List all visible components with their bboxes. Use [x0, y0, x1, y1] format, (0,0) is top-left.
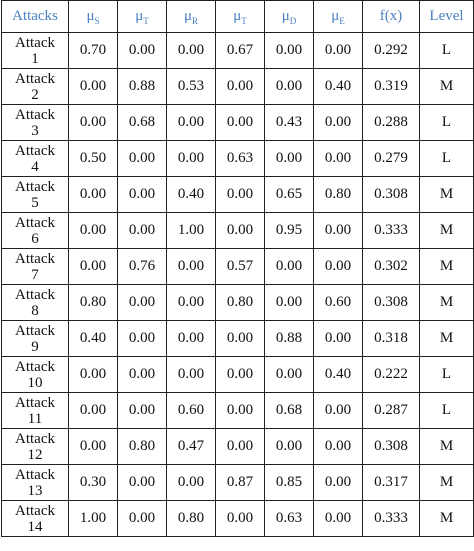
fx-cell: 0.317 [363, 465, 420, 501]
table-row [2, 321, 474, 357]
attack-word: Attack [15, 430, 55, 447]
mu-d-cell: 0.95 [265, 213, 314, 249]
mu-s-cell: 0.00 [69, 69, 118, 105]
header-mu-d: $\mu_D$ [265, 1, 314, 33]
fx-cell: 0.319 [363, 69, 420, 105]
mu-t-cell: 0.00 [118, 141, 167, 177]
mu-t-second-cell: 0.00 [216, 105, 265, 141]
attack-name-cell [2, 177, 69, 213]
mu-s-cell: 0.00 [69, 249, 118, 285]
attack-name-cell [2, 357, 69, 393]
attack-name-cell [2, 429, 69, 465]
mu-d-cell: 0.00 [265, 429, 314, 465]
mu-r-cell: 0.00 [167, 33, 216, 69]
mu-e-cell: 0.00 [314, 33, 363, 69]
level-cell: L [420, 141, 474, 177]
fx-cell: 0.222 [363, 357, 420, 393]
mu-d-cell: 0.43 [265, 105, 314, 141]
attack-word: Attack [15, 394, 55, 411]
attack-name-cell [2, 141, 69, 177]
mu-t-second-cell: 0.80 [216, 285, 265, 321]
mu-r-cell: 0.00 [167, 321, 216, 357]
attack-number: 12 [27, 446, 43, 463]
mu-d-cell: 0.85 [265, 465, 314, 501]
mu-e-cell: 0.00 [314, 429, 363, 465]
mu-r-cell: 0.00 [167, 465, 216, 501]
mu-e-cell: 0.80 [314, 177, 363, 213]
mu-t-cell: 0.00 [118, 393, 167, 429]
level-cell: M [420, 465, 474, 501]
attack-number: 9 [31, 338, 39, 355]
mu-d-cell: 0.68 [265, 393, 314, 429]
mu-e-cell: 0.40 [314, 357, 363, 393]
mu-t-cell: 0.76 [118, 249, 167, 285]
mu-s-cell: 0.00 [69, 393, 118, 429]
attack-name-cell [2, 249, 69, 285]
mu-r-cell: 1.00 [167, 213, 216, 249]
header-mu-e: $\mu_E$ [314, 1, 363, 33]
mu-t-second-cell: 0.00 [216, 393, 265, 429]
mu-t-cell: 0.00 [118, 177, 167, 213]
mu-s-cell: 0.00 [69, 105, 118, 141]
mu-e-cell: 0.60 [314, 285, 363, 321]
header-mu-s: $\mu_S$ [69, 1, 118, 33]
level-cell: L [420, 33, 474, 69]
table-row [2, 285, 474, 321]
attack-word: Attack [15, 34, 55, 51]
table-row [2, 429, 474, 465]
mu-r-cell: 0.40 [167, 177, 216, 213]
mu-r-cell: 0.60 [167, 393, 216, 429]
mu-t-second-cell: 0.00 [216, 177, 265, 213]
attack-number: 4 [31, 158, 39, 175]
mu-e-cell: 0.00 [314, 249, 363, 285]
attack-name-cell [2, 393, 69, 429]
mu-s-cell: 0.50 [69, 141, 118, 177]
header-mu-t: $\mu_T$ [118, 1, 167, 33]
header-row [2, 1, 474, 33]
mu-s-cell: 0.00 [69, 429, 118, 465]
header-mu-r: $\mu_R$ [167, 1, 216, 33]
header-mu-t-second: $\mu_T$ [216, 1, 265, 33]
attack-name-cell [2, 213, 69, 249]
mu-r-cell: 0.00 [167, 105, 216, 141]
fx-cell: 0.333 [363, 213, 420, 249]
attack-number: 7 [31, 266, 39, 283]
level-cell: L [420, 357, 474, 393]
mu-t-second-cell: 0.00 [216, 357, 265, 393]
level-cell: M [420, 69, 474, 105]
table-row [2, 501, 474, 537]
mu-t-second-cell: 0.87 [216, 465, 265, 501]
level-cell: M [420, 177, 474, 213]
table-row [2, 105, 474, 141]
mu-r-cell: 0.00 [167, 249, 216, 285]
table-row [2, 357, 474, 393]
mu-s-cell: 0.30 [69, 465, 118, 501]
mu-t-cell: 0.00 [118, 465, 167, 501]
mu-t-cell: 0.00 [118, 321, 167, 357]
mu-t-second-cell: 0.00 [216, 321, 265, 357]
attack-number: 2 [31, 86, 39, 103]
table-row [2, 393, 474, 429]
mu-s-cell: 0.00 [69, 177, 118, 213]
mu-d-cell: 0.00 [265, 141, 314, 177]
mu-s-cell: 1.00 [69, 501, 118, 537]
mu-t-second-cell: 0.00 [216, 213, 265, 249]
table-row [2, 177, 474, 213]
attack-number: 3 [31, 122, 39, 139]
attack-name-cell [2, 33, 69, 69]
mu-t-second-cell: 0.57 [216, 249, 265, 285]
mu-s-cell: 0.80 [69, 285, 118, 321]
attack-name-cell [2, 105, 69, 141]
fx-cell: 0.288 [363, 105, 420, 141]
attack-number: 11 [27, 410, 43, 427]
mu-t-second-cell: 0.63 [216, 141, 265, 177]
table-row [2, 465, 474, 501]
mu-e-cell: 0.00 [314, 393, 363, 429]
level-cell: M [420, 213, 474, 249]
mu-d-cell: 0.88 [265, 321, 314, 357]
level-cell: M [420, 429, 474, 465]
fx-cell: 0.308 [363, 285, 420, 321]
table-row [2, 33, 474, 69]
mu-d-cell: 0.63 [265, 501, 314, 537]
header-level: Level [420, 1, 474, 33]
fx-cell: 0.308 [363, 429, 420, 465]
attack-number: 5 [31, 194, 39, 211]
mu-r-cell: 0.53 [167, 69, 216, 105]
mu-r-cell: 0.00 [167, 357, 216, 393]
mu-t-second-cell: 0.00 [216, 501, 265, 537]
fx-cell: 0.279 [363, 141, 420, 177]
mu-d-cell: 0.00 [265, 357, 314, 393]
mu-s-cell: 0.70 [69, 33, 118, 69]
attack-number: 13 [27, 482, 43, 499]
mu-t-second-cell: 0.00 [216, 429, 265, 465]
attack-word: Attack [15, 106, 55, 123]
attack-name-cell [2, 321, 69, 357]
fx-cell: 0.318 [363, 321, 420, 357]
attack-word: Attack [15, 142, 55, 159]
mu-t-second-cell: 0.00 [216, 69, 265, 105]
attack-name-cell [2, 501, 69, 537]
mu-e-cell: 0.00 [314, 213, 363, 249]
mu-t-second-cell: 0.67 [216, 33, 265, 69]
mu-d-cell: 0.65 [265, 177, 314, 213]
mu-t-cell: 0.00 [118, 213, 167, 249]
level-cell: M [420, 321, 474, 357]
fx-cell: 0.308 [363, 177, 420, 213]
mu-r-cell: 0.80 [167, 501, 216, 537]
mu-s-cell: 0.00 [69, 357, 118, 393]
attack-word: Attack [15, 502, 55, 519]
table-row [2, 249, 474, 285]
level-cell: L [420, 105, 474, 141]
mu-r-cell: 0.47 [167, 429, 216, 465]
attack-word: Attack [15, 286, 55, 303]
attack-word: Attack [15, 358, 55, 375]
mu-e-cell: 0.00 [314, 141, 363, 177]
mu-r-cell: 0.00 [167, 285, 216, 321]
mu-e-cell: 0.40 [314, 69, 363, 105]
attack-word: Attack [15, 250, 55, 267]
mu-d-cell: 0.00 [265, 69, 314, 105]
mu-s-cell: 0.40 [69, 321, 118, 357]
level-cell: M [420, 249, 474, 285]
attack-number: 1 [31, 50, 39, 67]
mu-e-cell: 0.00 [314, 465, 363, 501]
mu-t-cell: 0.00 [118, 33, 167, 69]
attack-number: 14 [27, 518, 43, 535]
fx-cell: 0.302 [363, 249, 420, 285]
attack-evaluation-table [1, 0, 474, 537]
mu-t-cell: 0.68 [118, 105, 167, 141]
mu-e-cell: 0.00 [314, 501, 363, 537]
attack-word: Attack [15, 322, 55, 339]
attack-name-cell [2, 285, 69, 321]
mu-d-cell: 0.00 [265, 33, 314, 69]
mu-t-cell: 0.88 [118, 69, 167, 105]
mu-t-cell: 0.00 [118, 501, 167, 537]
attack-word: Attack [15, 466, 55, 483]
attack-number: 10 [27, 374, 43, 391]
mu-e-cell: 0.00 [314, 105, 363, 141]
level-cell: M [420, 285, 474, 321]
fx-cell: 0.287 [363, 393, 420, 429]
header-attacks: Attacks [2, 1, 69, 33]
mu-e-cell: 0.00 [314, 321, 363, 357]
fx-cell: 0.292 [363, 33, 420, 69]
mu-r-cell: 0.00 [167, 141, 216, 177]
table-row [2, 141, 474, 177]
mu-d-cell: 0.00 [265, 249, 314, 285]
fx-cell: 0.333 [363, 501, 420, 537]
header-fx: f(x) [363, 1, 420, 33]
mu-s-cell: 0.00 [69, 213, 118, 249]
table-row [2, 69, 474, 105]
attack-number: 6 [31, 230, 39, 247]
attack-name-cell [2, 69, 69, 105]
attack-word: Attack [15, 214, 55, 231]
mu-t-cell: 0.00 [118, 357, 167, 393]
attack-word: Attack [15, 70, 55, 87]
table-row [2, 213, 474, 249]
attack-number: 8 [31, 302, 39, 319]
mu-t-cell: 0.80 [118, 429, 167, 465]
mu-t-cell: 0.00 [118, 285, 167, 321]
attack-word: Attack [15, 178, 55, 195]
attack-name-cell [2, 465, 69, 501]
level-cell: L [420, 393, 474, 429]
mu-d-cell: 0.00 [265, 285, 314, 321]
level-cell: M [420, 501, 474, 537]
